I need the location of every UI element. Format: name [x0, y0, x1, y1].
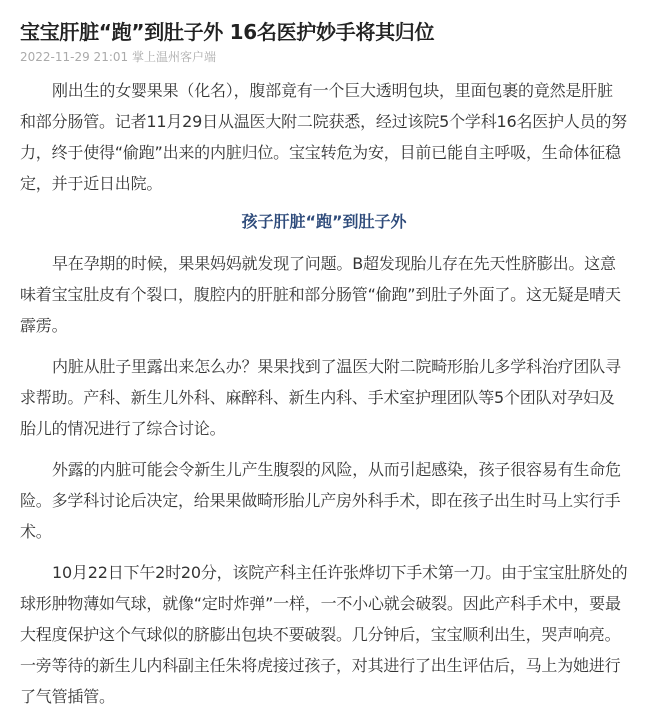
article: [20, 0, 628, 712]
body-paragraph: 内脏从肚子里露出来怎么办？果果找到了温医大附二院畸形胎儿多学科治疗团队寻求帮助。产科、新生儿外科、麻醉科、新生内科、手术室护理团队等5个团队对孕妇及胎儿的情况进行了综合讨论。: [20, 357, 621, 438]
section-subheading: 孩子肝脏“跑”到肚子外: [241, 212, 407, 231]
article-meta: [20, 49, 628, 65]
publish-datetime: 2022-11-29 21:01: [20, 50, 129, 64]
article-title: 宝宝肝脏“跑”到肚子外 16名医护妙手将其归位: [20, 20, 435, 44]
body-paragraph: 外露的内脏可能会令新生儿产生腹裂的风险，从而引起感染，孩子很容易有生命危险。多学科讨论后决定，给果果做畸形胎儿产房外科手术，即在孩子出生时马上实行手术。: [20, 460, 621, 541]
body-paragraph: 10月22日下午2时20分，该院产科主任许张烨切下手术第一刀。由于宝宝肚脐处的球形肿物薄如气球，就像“定时炸弹”一样，一不小心就会破裂。因此产科手术中，要最大程度保护这个气球似的脐膨出包块不要破裂。几分钟后，宝宝顺利出生，哭声响亮。一旁等待的新生儿内科副主任朱将虎接过孩子，对其进行了出生评估后，马上为她进行了气管插管。: [20, 563, 628, 706]
body-paragraph: 早在孕期的时候，果果妈妈就发现了问题。B超发现胎儿存在先天性脐膨出。这意味着宝宝肚皮有个裂口，腹腔内的肝脏和部分肠管“偷跑”到肚子外面了。这无疑是晴天霹雳。: [20, 254, 621, 335]
source-name: 掌上温州客户端: [131, 50, 216, 64]
intro-paragraph: 刚出生的女婴果果（化名），腹部竟有一个巨大透明包块，里面包裹的竟然是肝脏和部分肠管。记者11月29日从温医大附二院获悉，经过该院5个学科16名医护人员的努力，终于使得“偷跑”出来的内脏归位。宝宝转危为安，目前已能自主呼吸，生命体征稳定，并于近日出院。: [20, 81, 628, 193]
